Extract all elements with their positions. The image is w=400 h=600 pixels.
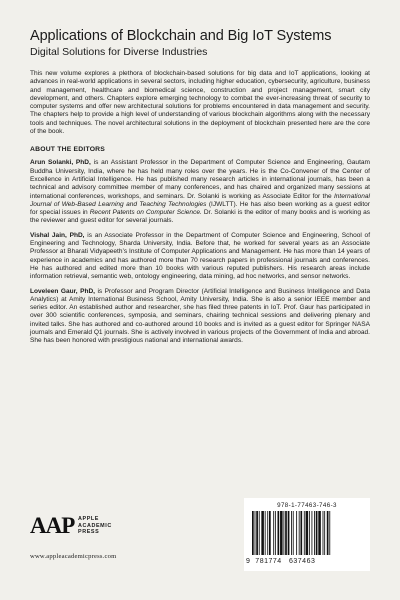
barcode-bars xyxy=(252,511,362,557)
book-subtitle: Digital Solutions for Diverse Industries xyxy=(30,46,208,58)
editors-heading: ABOUT THE EDITORS xyxy=(30,146,106,154)
bio-text: is an Associate Professor in the Department of Computer Science and Engineering, School of Engineering and Technology, Sharda University, India. Before that, he worked for several years as an Associate Professor at Bharati Vidyapeeth’s Institute of Computer Applications and Management. He has more than 14 years of experience in academics and has authored more than 70 research papers in professional journals and conferences. He has authored and edited more than 10 books with various reputed publishers. His research areas include information retrieval, semantic web, ontology engineering, data mining, ad hoc networks, and sensor networks. xyxy=(30,231,371,281)
book-description: This new volume explores a plethora of blockchain-based solutions for big data and IoT applications, looking at advances in real-world applications in several sectors, including higher education, cybersecurity, agriculture, business and management, healthcare and biomedical science, construction and project management, smart city development, and others. Chapters explore emerging technology to combat the ever-increasing threat of security to computer systems and offer new architectural solutions for problems encountered in data management and security. The chapters help to provide a high level of understanding of various blockchain algorithms along with the necessary tools and techniques. The novel architectural solutions in the deployment of blockchain presented here are the core of the book. xyxy=(30,70,370,136)
journal-title: Recent Patents on Computer Science. xyxy=(89,209,202,217)
publisher-logo-mark: AAP xyxy=(30,513,75,538)
editor-name: Vishal Jain, PhD, xyxy=(30,231,85,239)
barcode-digit-group: 781774 xyxy=(255,558,282,565)
publisher-website: www.appleacademicpress.com xyxy=(30,553,117,560)
publisher-name xyxy=(78,516,112,536)
bio-text: is an Assistant Professor in the Department of Computer Science and Engineering, Gautam Buddha University, India, where he has held many roles over the years. He is the Co-Convener of the Center of Excellence in Artificial Intelligence. He has published many research articles in international journals, has been a technical and advisory committee member of many conferences, and has chaired and organized many sessions at international conferences, workshops, and seminars. Dr. Solanki is working as Associate Editor for the xyxy=(30,159,370,200)
back-cover xyxy=(30,28,370,346)
publisher-logo xyxy=(30,513,140,541)
editor-name: Loveleen Gaur, PhD, xyxy=(30,287,95,295)
editor-bio-jain xyxy=(30,232,370,282)
bio-text: is Professor and Program Director (Artificial Intelligence and Business Intelligence and Data Analytics) at Amity International Business School, Amity University, India. She is also a senior IEEE member and series editor. An established author and researcher, she has filed three patents in IoT. Prof. Gaur has participated in over 300 scientific conferences, symposia, and seminars, chairing technical sessions and delivering plenary and invited talks. She has authored and co-authored around 10 books and is invited as a guest editor for Springer NASA journals and Emerald Q1 journals. She is actively involved in various projects of the Government of India and abroad. She has been honored with prestigious national and international awards. xyxy=(30,287,370,345)
publisher-name-line: ACADEMIC xyxy=(78,522,112,529)
isbn-barcode xyxy=(244,498,370,571)
editor-bio-gaur xyxy=(30,288,370,346)
journal-title: International Journal of Web-Based Learning and Teaching Technologies xyxy=(30,192,370,208)
barcode-digits xyxy=(246,558,370,565)
publisher-name-line: APPLE xyxy=(78,516,99,522)
bio-text: Dr. Solanki is the editor of many books and is working as the reviewer and guest editor for several journals. xyxy=(30,209,370,225)
editor-bio-solanki xyxy=(30,159,370,225)
bio-text: (IJWLTT). He has also been working as a guest editor for special issues in xyxy=(30,200,370,217)
barcode-digit-lead: 9 xyxy=(246,558,251,565)
book-title: Applications of Blockchain and Big IoT Systems xyxy=(30,28,332,44)
isbn-number: 978-1-77463-746-3 xyxy=(277,502,337,509)
editor-name: Arun Solanki, PhD, xyxy=(30,159,91,167)
publisher-name-line: PRESS xyxy=(78,529,100,536)
barcode-digit-group: 637463 xyxy=(289,558,316,565)
